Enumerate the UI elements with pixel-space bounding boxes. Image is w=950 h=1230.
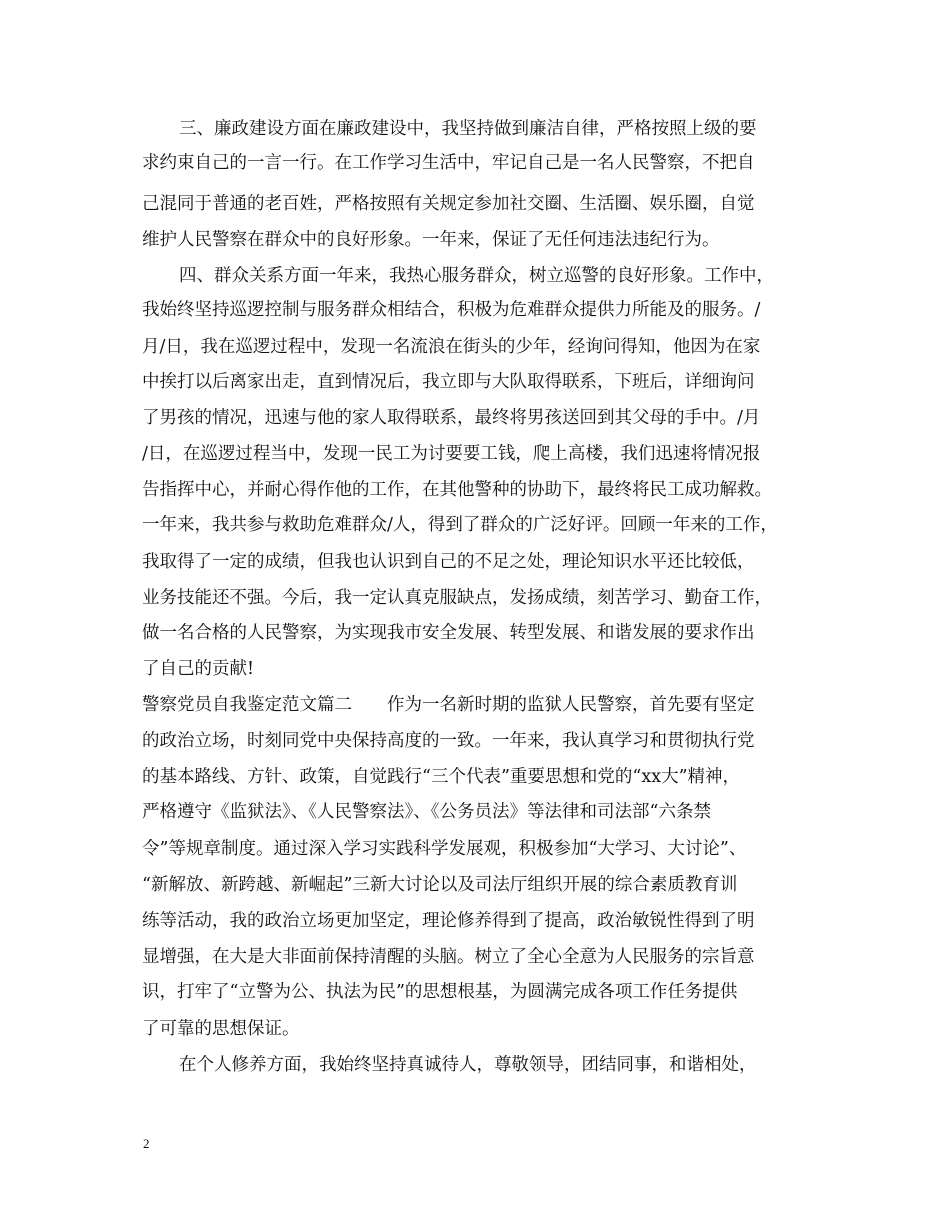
text-line: 令”等规章制度。通过深入学习实践科学发展观，积极参加“大学习、大讨论”、 (142, 839, 747, 859)
text-line: 中挨打以后离家出走，直到情况后，我立即与大队取得联系，下班后，详细询问 (142, 372, 755, 392)
text-line: 严格遵守《监狱法》、《人民警察法》、《公务员法》等法律和司法部“六条禁 (142, 802, 711, 822)
text-line: 告指挥中心，并耐心得作他的工作，在其他警种的协助下，最终将民工成功解救。 (142, 480, 772, 500)
text-line: 维护人民警察在群众中的良好形象。一年来，保证了无任何违法违纪行为。 (142, 230, 720, 250)
text-line: 显增强，在大是大非面前保持清醒的头脑。树立了全心全意为人民服务的宗旨意 (142, 947, 755, 967)
text-line: 的政治立场，时刻同党中央保持高度的一致。一年来，我认真学习和贯彻执行党 (142, 731, 755, 751)
text-line: 我取得了一定的成绩，但我也认识到自己的不足之处，理论知识水平还比较低， (142, 552, 755, 572)
text-line: 了自己的贡献! (142, 659, 255, 679)
text-line: 了男孩的情况，迅速与他的家人取得联系，最终将男孩送回到其父母的手中。/月 (142, 408, 761, 428)
text-line: 我始终坚持巡逻控制与服务群众相结合，积极为危难群众提供力所能及的服务。/ (142, 300, 761, 320)
text-line: 练等活动，我的政治立场更加坚定，理论修养得到了提高，政治敏锐性得到了明 (142, 911, 755, 931)
text-line: “新解放、新跨越、新崛起”三新大讨论以及司法厅组织开展的综合素质教育训 (142, 875, 738, 895)
text-line: 月/日，我在巡逻过程中，发现一名流浪在街头的少年，经询问得知，他因为在家 (142, 337, 761, 357)
text-line: 三、廉政建设方面在廉政建设中，我坚持做到廉洁自律，严格按照上级的要 (179, 119, 757, 139)
text-line: 在个人修养方面，我始终坚持真诚待人，尊敬领导，团结同事，和谐相处， (179, 1055, 757, 1075)
page-number: 2 (143, 1136, 150, 1151)
text-line: 了可靠的思想保证。 (142, 1019, 300, 1039)
text-line: 警察党员自我鉴定范文篇二 作为一名新时期的监狱人民警察，首先要有坚定 (142, 695, 755, 715)
text-line: 己混同于普通的老百姓，严格按照有关规定参加社交圈、生活圈、娱乐圈，自觉 (142, 194, 755, 214)
text-line: /日，在巡逻过程当中，发现一民工为讨要要工钱，爬上高楼，我们迅速将情况报 (142, 444, 761, 464)
text-line: 四、群众关系方面一年来，我热心服务群众，树立巡警的良好形象。工作中， (179, 266, 774, 286)
text-line: 识，打牢了“立警为公、执法为民”的思想根基，为圆满完成各项工作任务提供 (142, 982, 738, 1002)
text-line: 一年来，我共参与救助危难群众/人，得到了群众的广泛好评。回顾一年来的工作， (142, 515, 778, 535)
text-line: 求约束自己的一言一行。在工作学习生活中，牢记自己是一名人民警察，不把自 (142, 153, 755, 173)
text-line: 业务技能还不强。今后，我一定认真克服缺点，发扬成绩，刻苦学习、勤奋工作， (142, 588, 772, 608)
text-line: 做一名合格的人民警察，为实现我市安全发展、转型发展、和谐发展的要求作出 (142, 623, 755, 643)
text-line: 的基本路线、方针、政策，自觉践行“三个代表”重要思想和党的“xx大”精神， (142, 767, 741, 787)
